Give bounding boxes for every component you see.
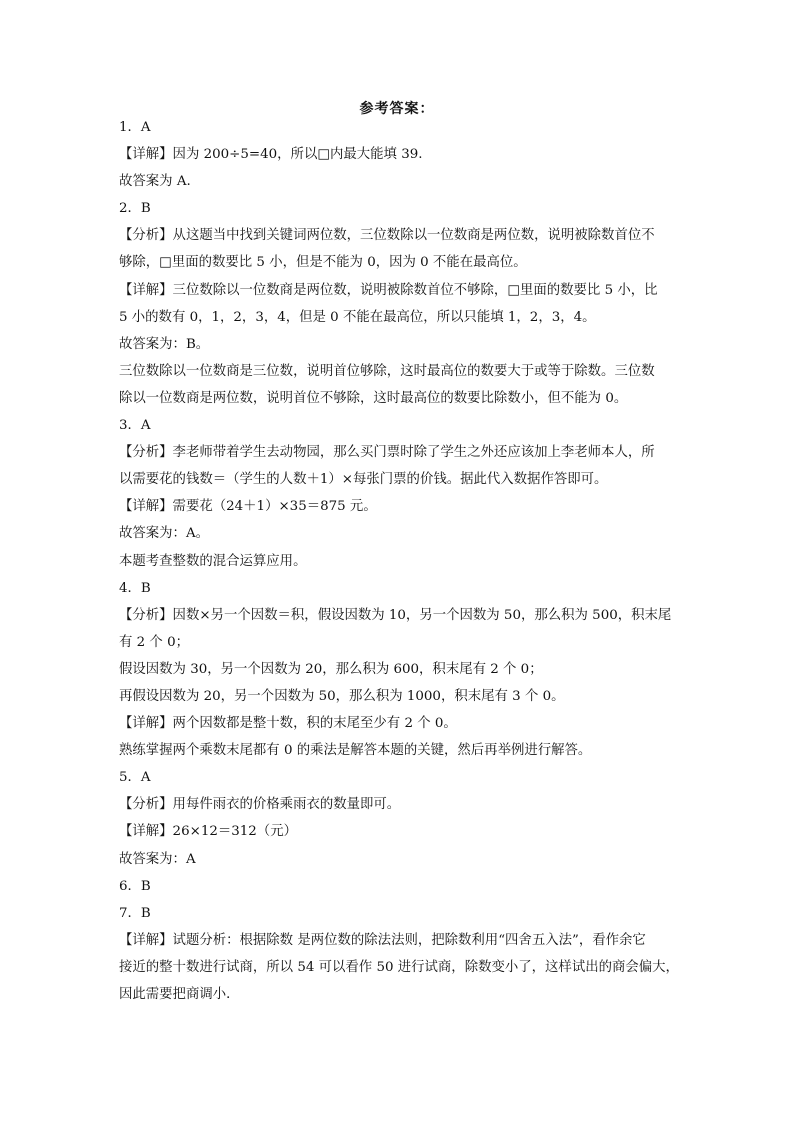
answer-line-6: 够除，□里面的数要比 5 小，但是不能为 0，因为 0 不能在最高位。 <box>119 255 527 271</box>
answer-line-5: 【分析】从这题当中找到关键词两位数，三位数除以一位数商是两位数，说明被除数首位不 <box>119 228 655 244</box>
answer-line-30: 7．B <box>119 905 151 921</box>
answer-line-3: 故答案为 A. <box>119 174 191 190</box>
answer-content <box>119 114 679 1008</box>
answer-line-14: 以需要花的钱数＝（学生的人数＋1）×每张门票的价钱。据此代入数据作答即可。 <box>119 472 608 488</box>
answer-line-18: 4．B <box>119 580 151 596</box>
answer-line-27: 【详解】26×12＝312（元） <box>119 824 297 840</box>
answer-line-15: 【详解】需要花（24＋1）×35＝875 元。 <box>119 499 377 515</box>
answer-line-29: 6．B <box>119 878 151 894</box>
answer-line-1: 1．A <box>119 120 151 135</box>
page-title: 参考答案： <box>359 101 435 117</box>
answer-line-33: 因此需要把商调小． <box>119 987 240 1002</box>
answer-line-4: 2．B <box>119 201 151 217</box>
answer-line-8: 5 小的数有 0，1，2，3，4，但是 0 不能在最高位，所以只能填 1，2，3，4。 <box>119 309 596 325</box>
answer-line-31: 【详解】试题分析：根据除数 是两位数的除法法则，把除数利用“四舍五入法”，看作余它 <box>119 932 646 948</box>
answer-line-9: 故答案为：B。 <box>119 336 210 352</box>
answer-line-28: 故答案为：A <box>119 851 196 867</box>
answer-line-2: 【详解】因为 200÷5=40，所以□内最大能填 39. <box>119 147 423 163</box>
answer-line-12: 3．A <box>119 418 151 434</box>
answer-line-25: 5．A <box>119 770 151 786</box>
answer-line-10: 三位数除以一位数商是三位数，说明首位够除，这时最高位的数要大于或等于除数。三位数 <box>119 363 655 379</box>
answer-line-11: 除以一位数商是两位数，说明首位不够除，这时最高位的数要比除数小，但不能为 0。 <box>119 390 628 406</box>
answer-line-7: 【详解】三位数除以一位数商是两位数，说明被除数首位不够除，□里面的数要比 5 小，比 <box>119 282 658 298</box>
answer-line-23: 【详解】两个因数都是整十数，积的末尾至少有 2 个 0。 <box>119 716 457 732</box>
answer-line-20: 有 2 个 0； <box>119 634 189 650</box>
answer-line-19: 【分析】因数×另一个因数＝积，假设因数为 10，另一个因数为 50，那么积为 500，积末尾 <box>119 607 672 623</box>
answer-line-17: 本题考查整数的混合运算应用。 <box>119 553 307 569</box>
answer-line-32: 接近的整十数进行试商，所以 54 可以看作 50 进行试商，除数变小了，这样试出的商会偏大， <box>119 959 679 975</box>
answer-line-24: 熟练掌握两个乘数末尾都有 0 的乘法是解答本题的关键，然后再举例进行解答。 <box>119 743 592 759</box>
answer-line-13: 【分析】李老师带着学生去动物园，那么买门票时除了学生之外还应该加上李老师本人，所 <box>119 445 655 461</box>
answer-line-16: 故答案为：A。 <box>119 526 210 542</box>
answer-line-21: 假设因数为 30，另一个因数为 20，那么积为 600，积末尾有 2 个 0； <box>119 661 543 677</box>
answer-line-22: 再假设因数为 20，另一个因数为 50，那么积为 1000，积末尾有 3 个 0。 <box>119 688 565 704</box>
answer-line-26: 【分析】用每件雨衣的价格乘雨衣的数量即可。 <box>119 797 401 813</box>
